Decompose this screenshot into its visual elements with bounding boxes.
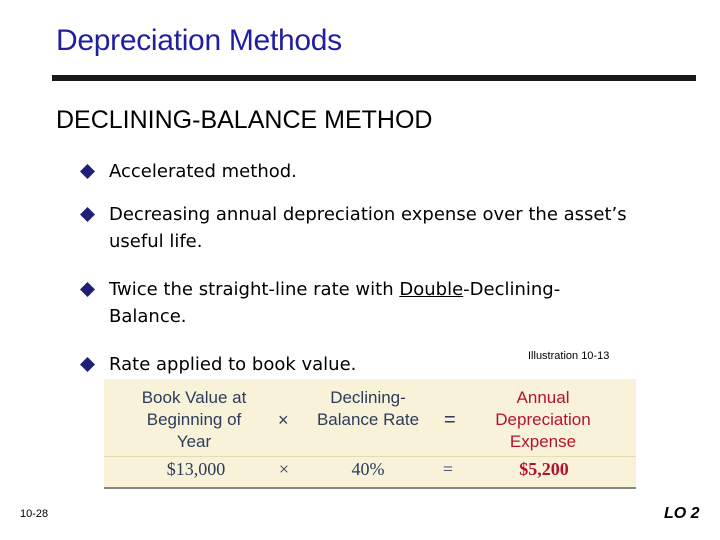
slide-title: Depreciation Methods [56,24,342,57]
bullet-3-lead: Twice the straight-line rate with [109,279,400,300]
value-equals-operator: = [442,459,454,479]
value-declining-balance-rate: 40% [351,459,385,479]
header-annual-depreciation-expense: Annual Depreciation Expense [495,388,591,451]
bullet-text-4: Rate applied to book value. [109,354,357,375]
diamond-bullet-icon [80,164,95,179]
value-annual-depreciation-expense: $5,200 [519,459,569,479]
illustration-label: Illustration 10-13 [528,350,610,362]
value-book-value: $13,000 [166,459,226,479]
value-times-operator: × [278,459,290,479]
header-times-operator: × [278,410,289,430]
diamond-bullet-icon [80,207,95,222]
learning-objective-label: LO 2 [664,505,700,522]
bullet-text-2: Decreasing annual depreciation expense over the asset’s useful life. [109,204,627,252]
header-equals-operator: = [444,409,456,431]
header-declining-balance-rate: Declining-Balance Rate [316,388,420,429]
title-rule [52,75,696,81]
bullet-3-rest: -Declining-Balance. [109,279,561,327]
header-book-value: Book Value at Beginning of Year [141,388,247,451]
bullet-text-3 [109,276,629,330]
diamond-bullet-icon [80,357,95,372]
declining-balance-formula-table [104,379,636,489]
bullet-3-underline: Double [399,279,464,300]
table-bottom-rule [104,487,636,489]
section-heading: DECLINING-BALANCE METHOD [56,106,433,134]
bullet-text-1: Accelerated method. [109,161,297,182]
diamond-bullet-icon [80,282,95,297]
page-number: 10-28 [20,508,49,520]
